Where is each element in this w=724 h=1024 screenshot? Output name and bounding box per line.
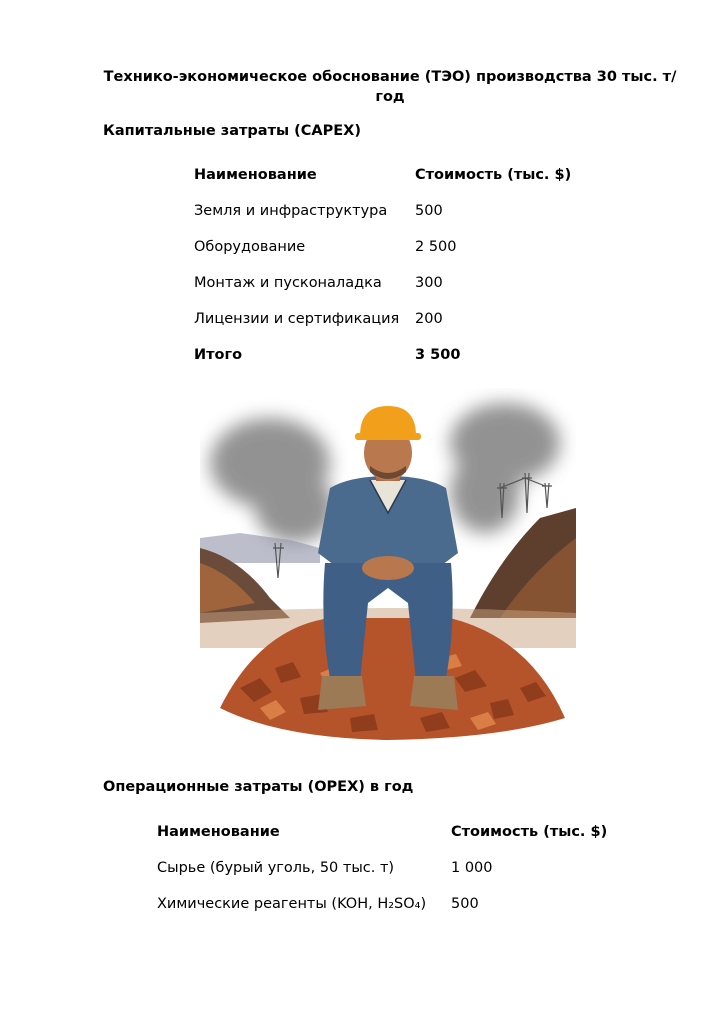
table-row (194, 301, 571, 337)
opex-table (157, 814, 607, 922)
table-row (194, 193, 571, 229)
capex-item-cost: 2 500 (415, 239, 457, 255)
table-row (194, 229, 571, 265)
capex-total-cost: 3 500 (415, 347, 461, 363)
opex-col-cost-header: Стоимость (тыс. $) (451, 824, 608, 840)
worker-boot-left (318, 676, 366, 710)
opex-item-cost: 1 000 (451, 860, 493, 876)
opex-item-name: Химические реагенты (KOH, H₂SO₄) (157, 896, 427, 912)
capex-item-cost: 500 (415, 203, 443, 219)
table-row (157, 850, 607, 886)
worker-illustration-svg (200, 388, 576, 762)
capex-item-name: Оборудование (194, 239, 306, 255)
opex-item-name: Сырье (бурый уголь, 50 тыс. т) (157, 860, 395, 876)
capex-col-name-header: Наименование (194, 167, 317, 183)
opex-item-cost: 500 (451, 896, 479, 912)
capex-table (194, 157, 571, 373)
opex-header-row (157, 814, 607, 850)
table-row (157, 886, 607, 922)
capex-item-cost: 300 (415, 275, 443, 291)
worker-illustration (200, 388, 576, 762)
capex-item-name: Монтаж и пусконаладка (194, 275, 382, 291)
capex-heading: Капитальные затраты (CAPEX) (103, 123, 361, 139)
capex-col-cost-header: Стоимость (тыс. $) (415, 167, 572, 183)
hard-hat (360, 406, 416, 436)
capex-total-label: Итого (194, 347, 243, 363)
capex-item-name: Земля и инфраструктура (194, 203, 388, 219)
opex-col-name-header: Наименование (157, 824, 280, 840)
opex-heading: Операционные затраты (OPEX) в год (103, 779, 414, 795)
capex-item-name: Лицензии и сертификация (194, 311, 400, 327)
worker-hands (362, 556, 414, 580)
capex-item-cost: 200 (415, 311, 443, 327)
capex-total-row (194, 337, 571, 373)
worker-boot-right (410, 676, 458, 710)
table-row (194, 265, 571, 301)
document-title: Технико-экономическое обоснование (ТЭО) производства 30 тыс. т/год (103, 69, 677, 105)
capex-header-row (194, 157, 571, 193)
